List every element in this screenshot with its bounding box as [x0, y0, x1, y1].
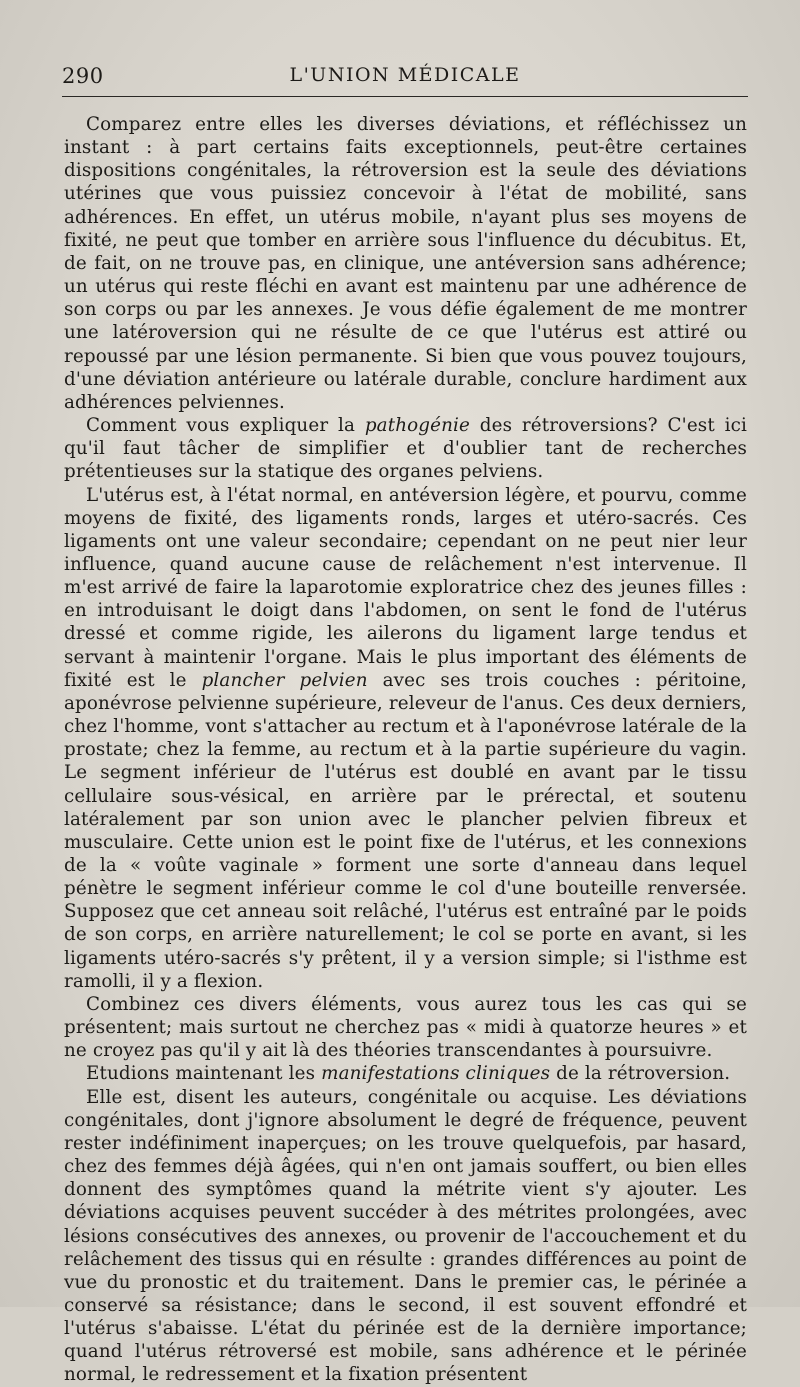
italic-term: plancher pelvien — [201, 669, 368, 691]
paragraph — [64, 993, 747, 1062]
header-rule — [62, 96, 748, 97]
running-title: L'UNION MÉDICALE — [289, 64, 521, 86]
paragraph — [64, 484, 747, 993]
paragraph — [64, 113, 747, 414]
page-header — [62, 62, 748, 92]
article-body — [64, 113, 747, 1387]
italic-term: pathogénie — [364, 415, 471, 437]
text-run: Comment vous expliquer la — [86, 415, 365, 437]
paragraph — [64, 1062, 747, 1085]
page-number: 290 — [62, 64, 104, 88]
text-run: Comparez entre elles les diverses déviations, et réfléchissez un instant : à part certains faits exceptionnels, peut-être certaines dispositions congénitales, la rétroversion est la seule des déviations utérines que vous puissiez concevoir à l'état de mobilité, sans adhérences. En effet, un utérus mobile, n'ayant plus ses moyens de fixité, ne peut que tomber en arrière sous l'influence du décubitus. Et, de fait, on ne trouve pas, en clinique, une antéversion sans adhérence; un utérus qui reste fléchi en avant est maintenu par une adhérence de son corps ou par les annexes. Je vous défie également de me montrer une latéroversion qui ne résulte de ce que l'utérus est attiré ou repoussé par une lésion permanente. Si bien que vous pouvez toujours, d'une déviation antérieure ou latérale durable, conclure hardiment aux adhérences pelviennes. — [64, 114, 747, 413]
text-run: L'utérus est, à l'état normal, en antéversion légère, et pourvu, comme moyens de fixité, des ligaments ronds, larges et utéro-sacrés. Ces ligaments ont une valeur secondaire; cependant on ne peut nier leur influence, quand aucune cause de relâchement n'est intervenue. Il m'est arrivé de faire la laparotomie exploratrice chez des jeunes filles : en introduisant le doigt dans l'abdomen, on sent le fond de l'utérus dressé et comme rigide, les ailerons du ligament large tendus et servant à maintenir l'organe. Mais le plus important des éléments de fixité est le — [64, 484, 747, 691]
text-run: Elle est, disent les auteurs, congénitale ou acquise. Les déviations congénitales, dont j'ignore absolument le degré de fréquence, peuvent rester indéfiniment inaperçues; on les trouve quelquefois, par hasard, chez des femmes déjà âgées, qui n'en ont jamais souffert, ou bien elles donnent des symptômes quand la métrite vient s'y ajouter. Les déviations acquises peuvent succéder à des métrites prolongées, avec lésions consécutives des annexes, ou provenir de l'accouchement et du relâchement des tissus qui en résulte : grandes différences au point de vue du pronostic et du traitement. Dans le premier cas, le périnée a conservé sa résistance; dans le second, il est souvent effondré et l'utérus s'abaisse. L'état du périnée est de la dernière importance; quand l'utérus rétroversé est mobile, sans adhérence et le périnée normal, le redressement et la fixation présentent — [64, 1086, 747, 1386]
paragraph — [64, 1086, 747, 1387]
text-run: des rétroversions? C'est ici qu'il faut tâcher de simplifier et d'oublier tant de recherches prétentieuses sur la statique des organes pelviens. — [64, 415, 747, 483]
text-run: de la rétroversion. — [550, 1063, 731, 1085]
text-run: Etudions maintenant les — [86, 1063, 322, 1085]
paragraph — [64, 414, 747, 483]
text-run: avec ses trois couches : péritoine, aponévrose pelvienne supérieure, releveur de l'anus. Ces deux derniers, chez l'homme, vont s'attacher au rectum et à l'aponévrose latérale de la prostate; chez la femme, au rectum et à la partie supérieure du vagin. Le segment inférieur de l'utérus est doublé en avant par le tissu cellulaire sous-vésical, en arrière par le prérectal, et soutenu latéralement par son union avec le plancher pelvien fibreux et musculaire. Cette union est le point fixe de l'utérus, et les connexions de la « voûte vaginale » forment une sorte d'anneau dans lequel pénètre le segment inférieur comme le col d'une bouteille renversée. Supposez que cet anneau soit relâché, l'utérus est entraîné par le poids de son corps, en arrière naturellement; le col se porte en avant, si les ligaments utéro-sacrés s'y prêtent, il y a version simple; si l'isthme est ramolli, il y a flexion. — [64, 669, 748, 992]
text-run: Combinez ces divers éléments, vous aurez tous les cas qui se présentent; mais surtout ne cherchez pas « midi à quatorze heures » et ne croyez pas qu'il y ait là des théories transcendantes à poursuivre. — [64, 993, 747, 1062]
italic-term: manifestations cliniques — [321, 1063, 551, 1085]
